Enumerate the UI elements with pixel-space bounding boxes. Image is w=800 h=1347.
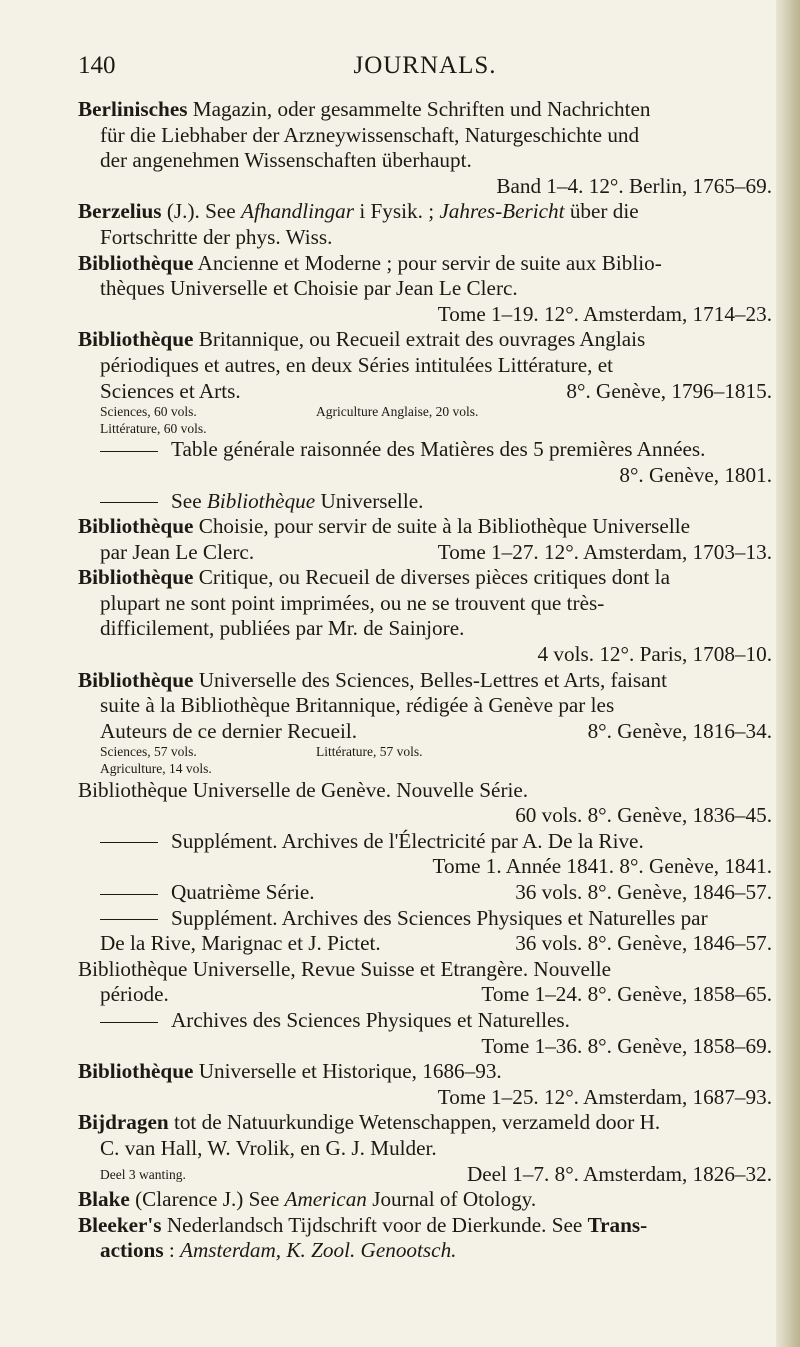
running-title: JOURNALS. xyxy=(353,52,497,79)
book-gutter-edge xyxy=(776,0,800,1347)
entry-imprint: 36 vols. 8°. Genève, 1846–57. xyxy=(515,931,772,956)
entry-bibliotheque-critique: Bibliothèque Critique, ou Recueil de diverses pièces critiques dont la plupart ne sont point imprimées, ou ne se trouvent que très- difficilement, publiées par Mr. de Sainjore. 4 vols. 12°. Paris, 1708–10. xyxy=(78,565,772,667)
entry-imprint: 8°. Genève, 1801. xyxy=(619,462,772,487)
entry-sub-table-generale: Table générale raisonnée des Matières des 5 premières Années. 8°. Genève, 1801. See Bibliothèque Universelle. xyxy=(78,437,772,514)
entry-imprint: 36 vols. 8°. Genève, 1846–57. xyxy=(515,880,772,904)
entry-bijdragen: Bijdragen tot de Natuurkundige Wetenschappen, verzameld door H. C. van Hall, W. Vrolik, en G. J. Mulder. Deel 3 wanting. Deel 1–7. 8°. Amsterdam, 1826–32. xyxy=(78,1110,772,1186)
ditto-dash xyxy=(100,842,158,843)
entry-heading: Bibliothèque xyxy=(78,667,194,692)
page-number: 140 xyxy=(78,52,116,79)
entry-heading: Bibliothèque xyxy=(78,1059,194,1084)
volume-note: Deel 3 wanting. xyxy=(100,1166,186,1182)
entry-heading: Berzelius xyxy=(78,199,162,224)
entry-bleekers: Bleeker's Nederlandsch Tijdschrift voor de Dierkunde. See Trans- actions : Amsterdam, K. Zool. Genootsch. xyxy=(78,1212,648,1263)
page-header xyxy=(78,52,772,86)
entry-berzelius: Berzelius (J.). See Afhandlingar i Fysik. ; Jahres-Bericht über die Fortschritte der phys. Wiss. xyxy=(78,199,639,249)
entry-bibliotheque-choisie: Bibliothèque Choisie, pour servir de suite à la Bibliothèque Universelle par Jean Le Clerc. Tome 1–27. 12°. Amsterdam, 1703–13. xyxy=(78,514,772,564)
volume-note: Agriculture, 14 vols. xyxy=(100,761,212,777)
entry-imprint: Tome 1–27. 12°. Amsterdam, 1703–13. xyxy=(437,539,772,564)
entry-imprint: Tome 1–19. 12°. Amsterdam, 1714–23. xyxy=(437,301,772,326)
volume-note: Littérature, 60 vols. xyxy=(100,420,207,436)
entry-imprint: Tome 1–25. 12°. Amsterdam, 1687–93. xyxy=(437,1084,772,1109)
entry-bibliotheque-britannique: Bibliothèque Britannique, ou Recueil extrait des ouvrages Anglais périodiques et autres, en deux Séries intitulées Littérature, et Sciences et Arts. 8°. Genève, 1796–1815. Sciences, 60 vols. Agriculture Anglaise, 20 vols. Littérature, 60 vols. xyxy=(78,327,772,436)
entry-sub-quatrieme-serie: Quatrième Série. 36 vols. 8°. Genève, 1846–57. xyxy=(78,880,772,906)
entry-heading: Bibliothèque xyxy=(78,565,194,590)
entry-heading: Bibliothèque xyxy=(78,327,194,352)
entry-bibliotheque-universelle: Bibliothèque Universelle des Sciences, Belles-Lettres et Arts, faisant suite à la Bibliothèque Britannique, rédigée à Genève par les Auteurs de ce dernier Recueil. 8°. Genève, 1816–34. Sciences, 57 vols. Littérature, 57 vols. Agriculture, 14 vols. xyxy=(78,667,772,777)
entry-bibliotheque-historique: Bibliothèque Universelle et Historique, 1686–93. Tome 1–25. 12°. Amsterdam, 1687–93. xyxy=(78,1059,772,1109)
entry-sub-archives-sciences: Archives des Sciences Physiques et Naturelles. Tome 1–36. 8°. Genève, 1858–69. xyxy=(78,1008,772,1059)
entry-heading: Blake xyxy=(78,1187,130,1212)
entry-imprint: 60 vols. 8°. Genève, 1836–45. xyxy=(515,803,772,828)
volume-note: Sciences, 60 vols. Agriculture Anglaise, 20 vols. xyxy=(100,404,479,420)
entry-blake: Blake (Clarence J.) See American Journal of Otology. xyxy=(78,1187,537,1212)
ditto-dash xyxy=(100,451,158,452)
entry-sub-supplement-archives: Supplément. Archives des Sciences Physiques et Naturelles par De la Rive, Marignac et J. Pictet. 36 vols. 8°. Genève, 1846–57. xyxy=(100,905,772,956)
entry-bibliotheque-geneve: Bibliothèque Universelle de Genève. Nouvelle Série. 60 vols. 8°. Genève, 1836–45. xyxy=(78,777,772,828)
entry-imprint: 4 vols. 12°. Paris, 1708–10. xyxy=(537,642,772,667)
entry-heading: Bibliothèque xyxy=(78,250,194,275)
entry-bibliotheque-revue-suisse: Bibliothèque Universelle, Revue Suisse et Etrangère. Nouvelle période. Tome 1–24. 8°. Genève, 1858–65. xyxy=(78,956,772,1007)
entry-heading: Bleeker's xyxy=(78,1212,162,1237)
entry-imprint: Tome 1–24. 8°. Genève, 1858–65. xyxy=(481,982,772,1007)
entry-imprint: Tome 1. Année 1841. 8°. Genève, 1841. xyxy=(432,854,772,879)
entry-sub-supplement-electricite: Supplément. Archives de l'Électricité par A. De la Rive. Tome 1. Année 1841. 8°. Genève, 1841. xyxy=(78,829,772,880)
entry-heading: Bibliothèque xyxy=(78,514,194,539)
journal-list xyxy=(78,97,772,1264)
ditto-dash xyxy=(100,502,158,503)
entry-heading: Berlinisches xyxy=(78,97,188,121)
entry-imprint: 8°. Genève, 1816–34. xyxy=(587,718,772,743)
entry-imprint: 8°. Genève, 1796–1815. xyxy=(566,378,772,403)
entry-imprint: Tome 1–36. 8°. Genève, 1858–69. xyxy=(481,1033,772,1058)
entry-bibliotheque-ancienne: Bibliothèque Ancienne et Moderne ; pour servir de suite aux Biblio- thèques Universelle et Choisie par Jean Le Clerc. Tome 1–19. 12°. Amsterdam, 1714–23. xyxy=(78,250,772,326)
ditto-dash xyxy=(100,1022,158,1023)
volume-note: Sciences, 57 vols. Littérature, 57 vols. xyxy=(100,744,423,760)
entry-imprint: Band 1–4. 12°. Berlin, 1765–69. xyxy=(496,173,772,198)
entry-berlinisches: Berlinisches Magazin, oder gesammelte Schriften und Nachrichten für die Liebhaber der Arzneywissenschaft, Naturgeschichte und der angenehmen Wissenschaften überhaupt. Band 1–4. 12°. Berlin, 1765–69. xyxy=(78,97,772,198)
ditto-dash xyxy=(100,919,158,920)
entry-imprint: Deel 1–7. 8°. Amsterdam, 1826–32. xyxy=(466,1161,772,1186)
ditto-dash xyxy=(100,894,158,895)
entry-heading: Bijdragen xyxy=(78,1110,169,1135)
